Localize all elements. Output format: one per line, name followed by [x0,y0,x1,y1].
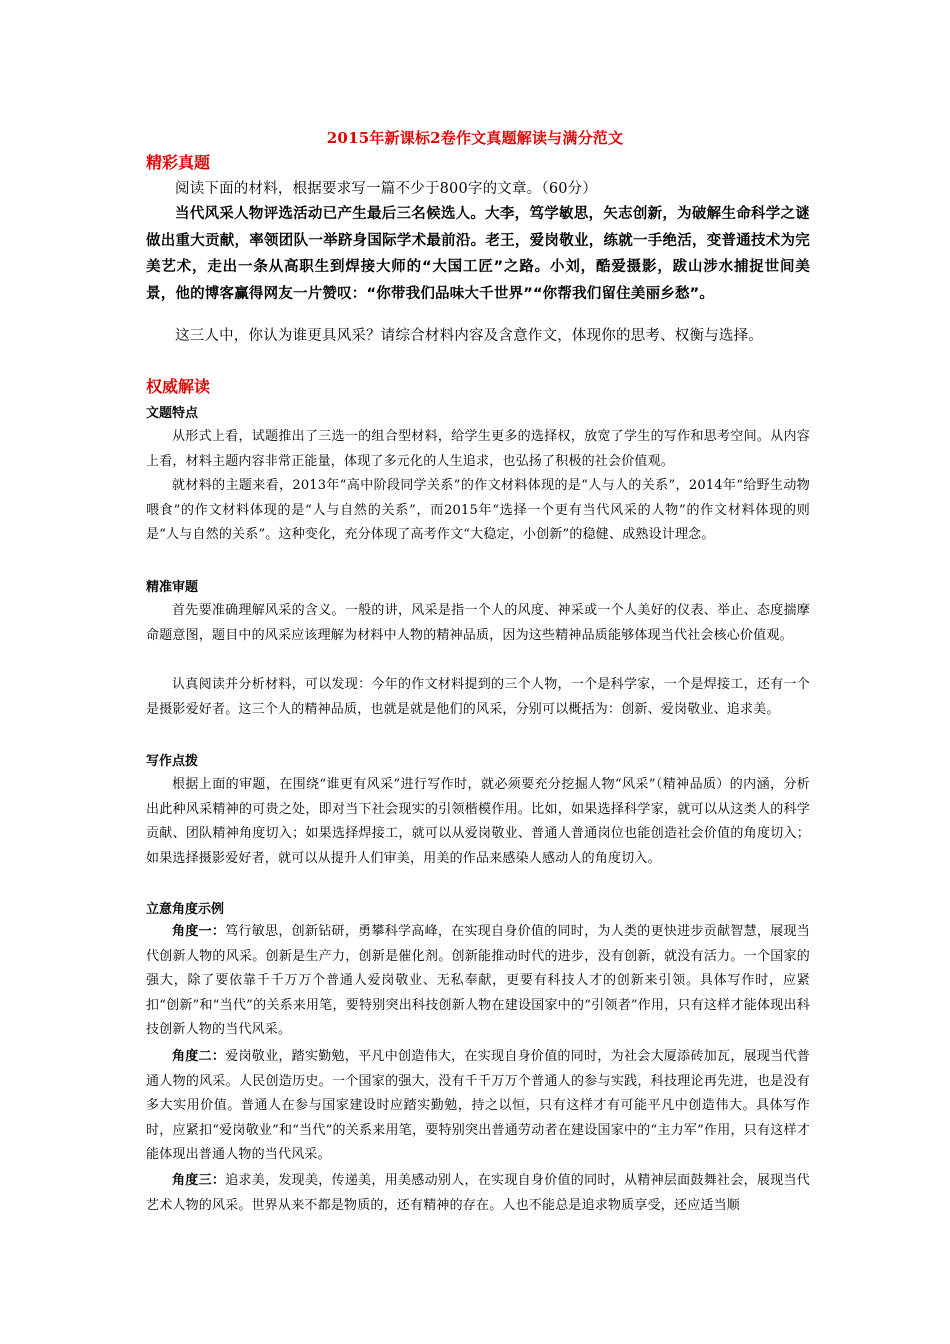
angle-one-label: 角度一： [172,924,226,939]
angle-three-label: 角度三： [172,1173,226,1188]
angle-one-paragraph [146,920,810,1043]
angle-three-paragraph [146,1169,810,1218]
section-heading-analysis: 权威解读 [146,377,211,396]
subheading-features: 文题特点 [146,406,199,421]
section-heading-questions: 精彩真题 [146,153,211,172]
question-material: 当代风采人物评选活动已产生最后三名候选人。大李，笃学敏思，矢志创新，为破解生命科学之谜做出重大贡献，率领团队一举跻身国际学术最前沿。老王，爱岗敬业，练就一手绝活，变普通技术为完美艺术，走出一条从高职生到焊接大师的“大国工匠”之路。小刘，酷爱摄影，跋山涉水捕捉世间美景，他的博客赢得网友一片赞叹：“你带我们品味大千世界”“你帮我们留住美丽乡愁”。 [146,206,810,302]
angle-two-label: 角度二： [172,1049,226,1064]
paragraph: 根据上面的审题，在围绕“谁更有风采”进行写作时，就必须要充分挖掘人物“风采”（精神品质）的内涵，分析出此种风采精神的可贵之处，即对当下社会现实的引领楷模作用。比如，如果选择科学家，就可以从这类人的科学贡献、团队精神角度切入；如果选择焊接工，就可以从爱岗敬业、普通人普通岗位也能创造社会价值的角度切入；如果选择摄影爱好者，就可以从提升人们审美，用美的作品来感染人感动人的角度切入。 [146,777,810,866]
angle-one-text: 笃行敏思，创新钻研，勇攀科学高峰，在实现自身价值的同时，为人类的更快进步贡献智慧，展现当代创新人物的风采。创新是生产力，创新是催化剂。创新能推动时代的进步，没有创新，就没有活力。一个国家的强大，除了要依靠千千万万个普通人爱岗敬业、无私奉献，更要有科技人才的创新来引领。具体写作时，应紧扣“创新”和“当代”的关系来用笔，要特别突出科技创新人物在建设国家中的“引领者”作用，只有这样才能体现出科技创新人物的当代风采。 [146,924,810,1037]
question-intro: 阅读下面的材料，根据要求写一篇不少于800字的文章。（60分） [175,181,598,197]
subheading-angles: 立意角度示例 [146,902,225,917]
angle-three-text: 追求美，发现美，传递美，用美感动别人，在实现自身价值的同时，从精神层面鼓舞社会，展现当代艺术人物的风采。世界从来不都是物质的，还有精神的存在。人也不能总是追求物质享受，还应适当顺 [146,1173,810,1213]
angle-two-paragraph [146,1045,810,1168]
subheading-writing-tips: 写作点拨 [146,754,199,769]
subheading-review: 精准审题 [146,580,199,595]
paragraph: 从形式上看，试题推出了三选一的组合型材料，给学生更多的选择权，放宽了学生的写作和思考空间。从内容上看，材料主题内容非常正能量，体现了多元化的人生追求，也弘扬了积极的社会价值观。 [146,429,810,469]
paragraph: 首先要准确理解风采的含义。一般的讲，风采是指一个人的风度、神采或一个人美好的仪表、举止、态度揣摩命题意图，题目中的风采应该理解为材料中人物的精神品质，因为这些精神品质能够体现当代社会核心价值观。 [146,603,810,643]
question-task: 这三人中，你认为谁更具风采？请综合材料内容及含意作文，体现你的思考、权衡与选择。 [175,328,763,344]
paragraph: 就材料的主题来看，2013年“高中阶段同学关系”的作文材料体现的是“人与人的关系”，2014年“给野生动物喂食”的作文材料体现的是“人与自然的关系”，而2015年“选择一个更有当代风采的人物”的作文材料体现的则是“人与自然的关系”。这种变化，充分体现了高考作文“大稳定，小创新”的稳健、成熟设计理念。 [146,478,810,542]
page-title: 2015年新课标2卷作文真题解读与满分范文 [326,129,624,147]
paragraph: 认真阅读并分析材料，可以发现：今年的作文材料提到的三个人物，一个是科学家，一个是焊接工，还有一个是摄影爱好者。这三个人的精神品质，也就是就是他们的风采，分别可以概括为：创新、爱岗敬业、追求美。 [146,677,810,717]
angle-two-text: 爱岗敬业，踏实勤勉，平凡中创造伟大，在实现自身价值的同时，为社会大厦添砖加瓦，展现当代普通人物的风采。人民创造历史。一个国家的强大，没有千千万万个普通人的参与实践，科技理论再先进，也是没有多大实用价值。普通人在参与国家建设时应踏实勤勉，持之以恒，只有这样才有可能平凡中创造伟大。具体写作时，应紧扣“爱岗敬业”和“当代”的关系来用笔，要特别突出普通劳动者在建设国家中的“主力军”作用，只有这样才能体现出普通人物的当代风采。 [146,1049,810,1162]
